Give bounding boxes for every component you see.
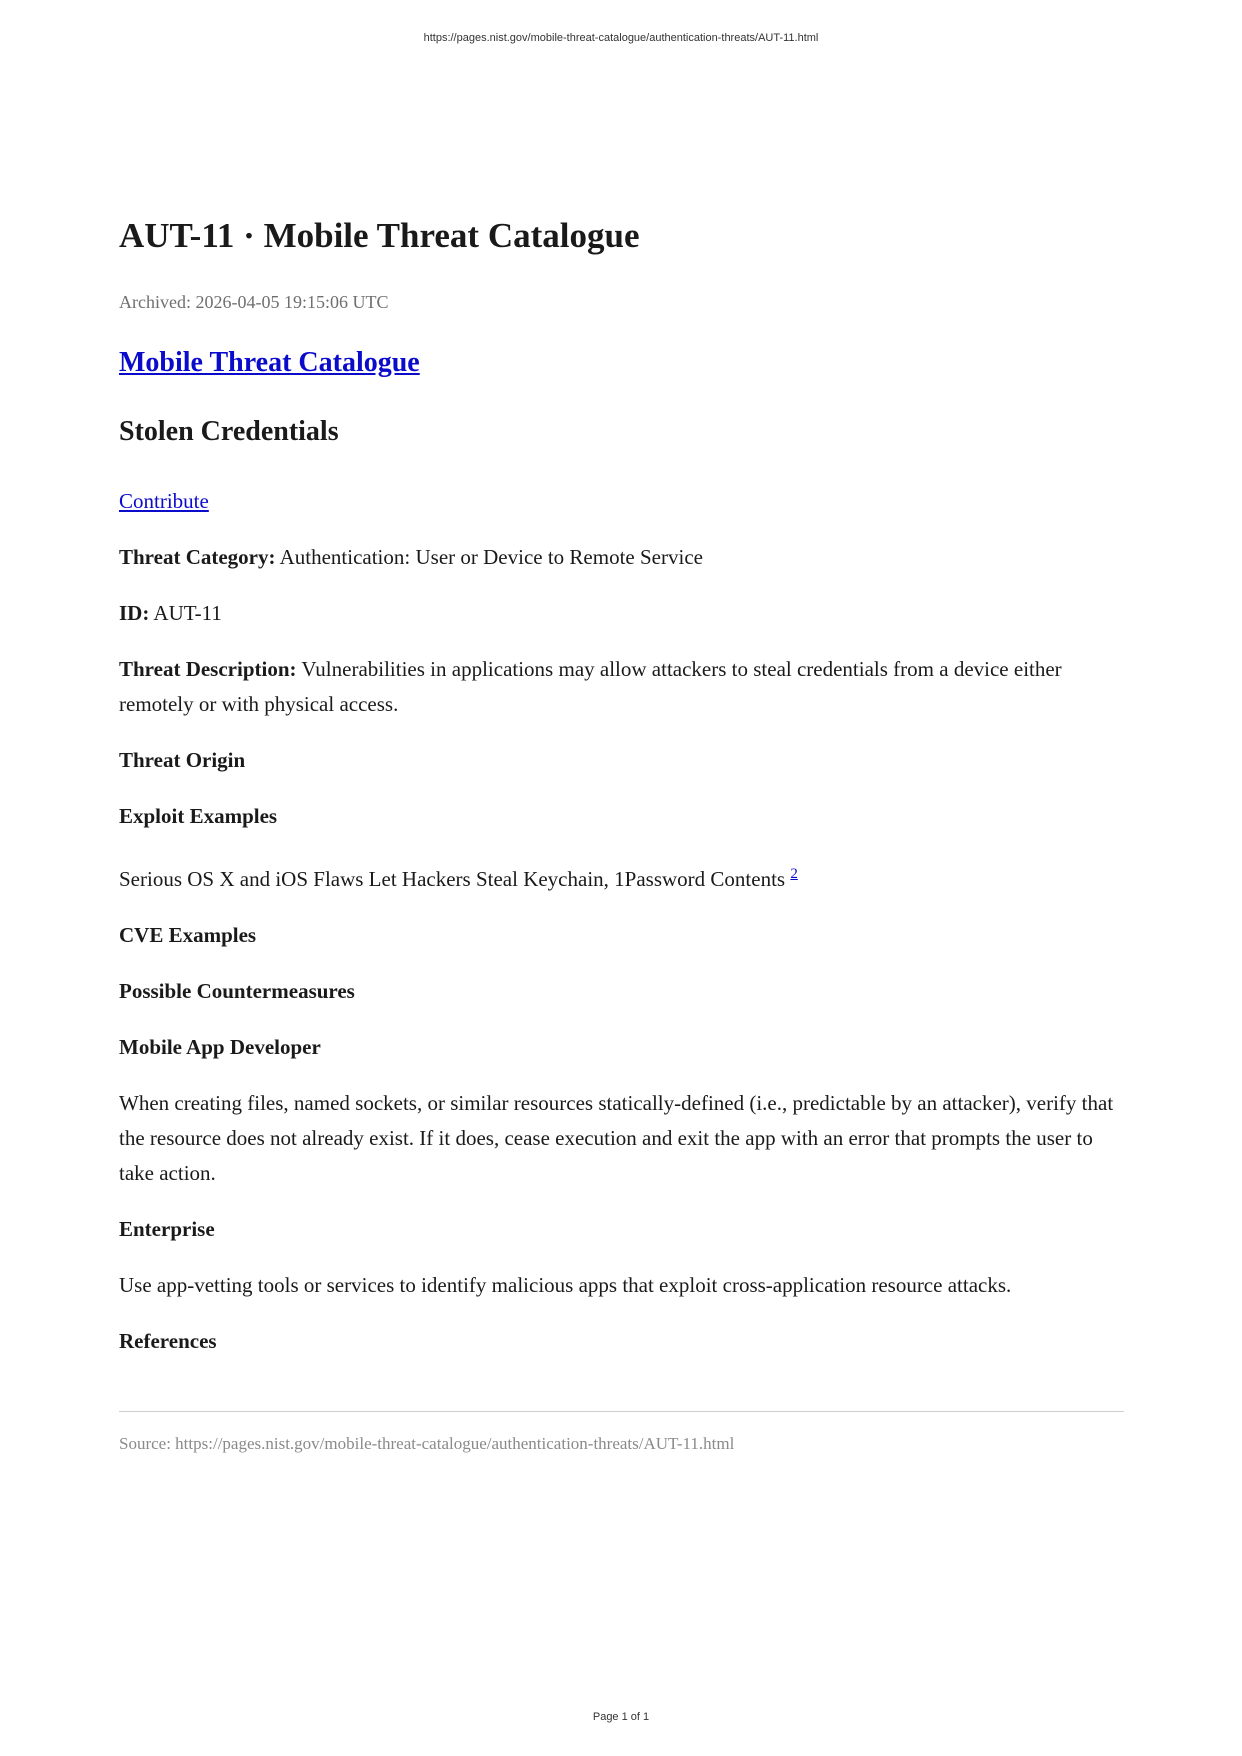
exploit-examples-heading: Exploit Examples xyxy=(119,804,278,828)
page-number: Page 1 of 1 xyxy=(592,1711,650,1723)
print-header-url: https://pages.nist.gov/mobile-threat-catalogue/authentication-threats/AUT-11.html xyxy=(423,32,819,44)
threat-id xyxy=(119,596,1124,631)
catalogue-link-container xyxy=(119,345,1124,381)
references-heading: References xyxy=(119,1329,217,1353)
threat-name-heading: Stolen Credentials xyxy=(119,416,339,447)
contribute-link[interactable]: Contribute xyxy=(119,489,209,513)
threat-category xyxy=(119,540,1124,575)
threat-id-value: AUT-11 xyxy=(149,601,222,625)
threat-category-label: Threat Category: xyxy=(119,545,276,569)
exploit-reference-link[interactable]: 2 xyxy=(790,866,798,882)
enterprise-text: Use app-vetting tools or services to identify malicious apps that exploit cross-application resource attacks. xyxy=(119,1273,1012,1297)
mobile-app-developer-text: When creating files, named sockets, or similar resources statically-defined (i.e., predictable by an attacker), verify that the resource does not already exist. If it does, cease execution and exit the app with an error that prompts the user to take action. xyxy=(119,1091,1114,1185)
threat-id-label: ID: xyxy=(119,601,150,625)
threat-category-value: Authentication: User or Device to Remote Service xyxy=(275,545,703,569)
page-title: AUT-11 · Mobile Threat Catalogue xyxy=(119,216,640,255)
threat-origin-heading: Threat Origin xyxy=(119,748,246,772)
exploit-example-text: Serious OS X and iOS Flaws Let Hackers Steal Keychain, 1Password Contents xyxy=(119,867,791,891)
document-body xyxy=(119,212,1124,1456)
threat-description xyxy=(119,652,1124,722)
source-url: Source: https://pages.nist.gov/mobile-threat-catalogue/authentication-threats/AUT-11.html xyxy=(119,1434,735,1453)
mobile-app-developer-heading: Mobile App Developer xyxy=(119,1035,321,1059)
mobile-threat-catalogue-link[interactable]: Mobile Threat Catalogue xyxy=(119,347,420,378)
enterprise-heading: Enterprise xyxy=(119,1217,215,1241)
threat-description-label: Threat Description: xyxy=(119,657,297,681)
exploit-example-item xyxy=(119,855,1124,897)
divider xyxy=(119,1411,1124,1412)
possible-countermeasures-heading: Possible Countermeasures xyxy=(119,979,355,1003)
archived-timestamp: Archived: 2026-04-05 19:15:06 UTC xyxy=(119,292,389,312)
cve-examples-heading: CVE Examples xyxy=(119,923,257,947)
threat-description-value: Vulnerabilities in applications may allow attackers to steal credentials from a device either remotely or with physical access. xyxy=(119,657,1062,716)
contribute-paragraph xyxy=(119,484,1124,519)
